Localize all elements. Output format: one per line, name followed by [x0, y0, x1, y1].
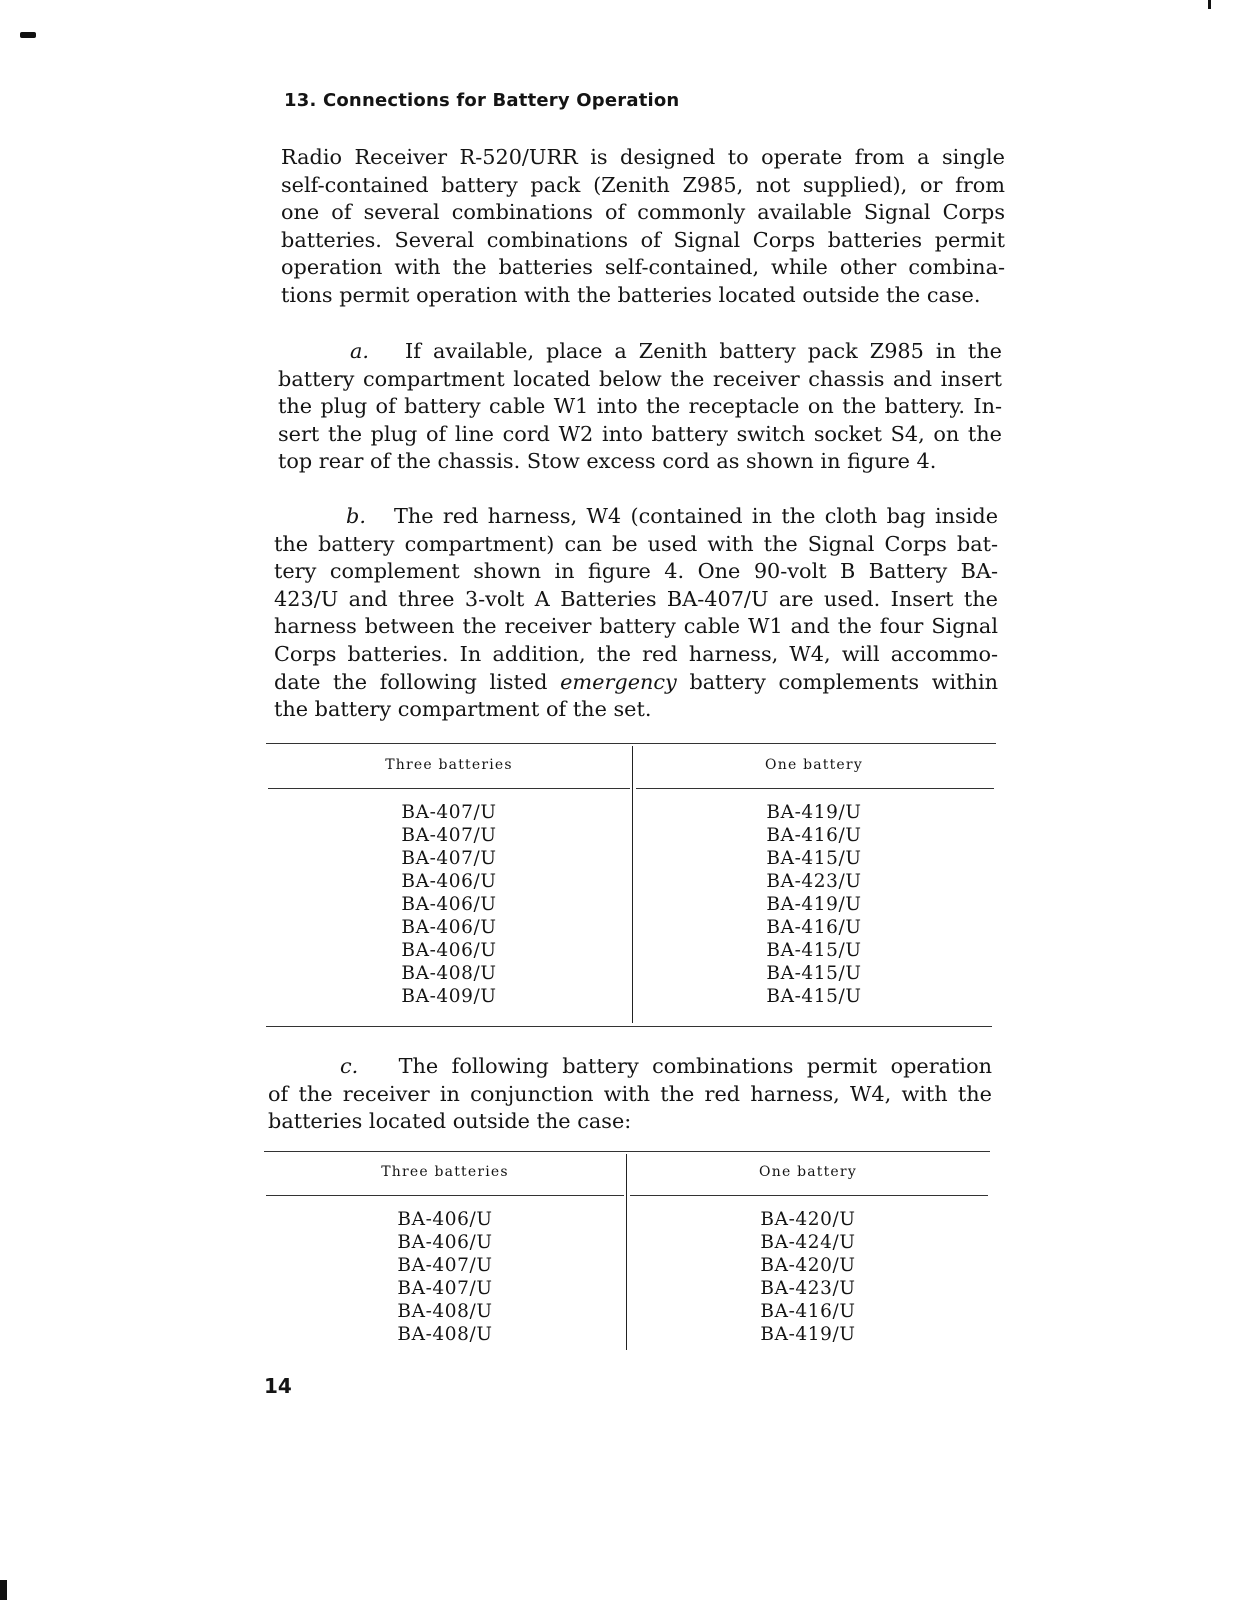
battery-cell: BA-415/U [766, 963, 862, 984]
paragraph-c-line: The following battery combinations permit operation [398, 1054, 992, 1078]
battery-cell: BA-415/U [766, 940, 862, 961]
paragraph-b-line: Corps batteries. In addition, the red harness, W4, will accommo- [274, 641, 998, 666]
paragraph-a-label: a. [350, 339, 370, 363]
paragraph-b-line: harness between the receiver battery cable W1 and the four Signal [274, 614, 998, 639]
intro-line: operation with the batteries self-contained, while other combina- [281, 255, 1005, 280]
intro-line: batteries. Several combinations of Signal Corps batteries permit [281, 227, 1005, 252]
table-header-rule [630, 1195, 988, 1196]
battery-cell: BA-406/U [397, 1209, 493, 1230]
battery-cell: BA-419/U [760, 1324, 856, 1345]
paragraph-c-line: of the receiver in conjunction with the red harness, W4, with the [268, 1081, 992, 1106]
scan-mark-bottom-left [0, 1580, 7, 1600]
battery-cell: BA-416/U [760, 1301, 856, 1322]
emphasis-emergency: emergency [560, 669, 677, 694]
battery-cell: BA-408/U [397, 1324, 493, 1345]
battery-cell: BA-407/U [401, 802, 497, 823]
table-header-rule [268, 788, 630, 789]
paragraph-a [278, 338, 1002, 476]
paragraph-b-line7-end: battery complements within [676, 669, 998, 694]
paragraph-a-line: sert the plug of line cord W2 into battery switch socket S4, on the [278, 421, 1002, 446]
paragraph-c [268, 1053, 992, 1136]
battery-cell: BA-408/U [401, 963, 497, 984]
paragraph-b-line: tery complement shown in figure 4. One 90-volt B Battery BA- [274, 559, 998, 584]
battery-cell: BA-424/U [760, 1232, 856, 1253]
paragraph-b-line: 423/U and three 3-volt A Batteries BA-407/U are used. Insert the [274, 586, 998, 611]
battery-cell: BA-406/U [401, 871, 497, 892]
table-header-one-battery: One battery [765, 757, 863, 773]
battery-cell: BA-416/U [766, 825, 862, 846]
paragraph-a-line: top rear of the chassis. Stow excess cord as shown in figure 4. [278, 449, 937, 474]
table-header-rule [636, 788, 994, 789]
table-header-three-batteries: Three batteries [381, 1164, 509, 1180]
one-battery-column [632, 801, 996, 1008]
battery-cell: BA-407/U [397, 1278, 493, 1299]
battery-cell: BA-406/U [397, 1232, 493, 1253]
paragraph-b-line7-start: date the following listed [274, 669, 561, 694]
battery-cell: BA-420/U [760, 1209, 856, 1230]
battery-cell: BA-420/U [760, 1255, 856, 1276]
table-top-rule [264, 1151, 990, 1152]
battery-cell: BA-415/U [766, 848, 862, 869]
table-top-rule [266, 743, 996, 744]
page-number: 14 [264, 1374, 292, 1398]
table-bottom-rule [266, 1026, 992, 1027]
battery-cell: BA-407/U [401, 848, 497, 869]
section-heading: 13. Connections for Battery Operation [284, 90, 680, 111]
three-batteries-column [264, 1208, 626, 1346]
scan-mark-top-left [20, 32, 36, 38]
intro-paragraph [281, 144, 1005, 310]
paragraph-b-line: the battery compartment of the set. [274, 697, 652, 722]
table-header-rule [266, 1195, 624, 1196]
one-battery-column [626, 1208, 990, 1346]
table-header-three-batteries: Three batteries [385, 757, 513, 773]
battery-cell: BA-419/U [766, 894, 862, 915]
battery-cell: BA-409/U [401, 986, 497, 1007]
battery-cell: BA-407/U [401, 825, 497, 846]
paragraph-a-line: battery compartment located below the receiver chassis and insert [278, 366, 1002, 391]
table-header-one-battery: One battery [759, 1164, 857, 1180]
battery-cell: BA-406/U [401, 940, 497, 961]
battery-cell: BA-408/U [397, 1301, 493, 1322]
paragraph-b-line: the battery compartment) can be used with the Signal Corps bat- [274, 531, 998, 556]
battery-cell: BA-406/U [401, 894, 497, 915]
paragraph-b-line7 [274, 670, 998, 694]
intro-line: one of several combinations of commonly available Signal Corps [281, 200, 1005, 225]
battery-cell: BA-423/U [766, 871, 862, 892]
battery-cell: BA-415/U [766, 986, 862, 1007]
paragraph-b-label: b. [346, 504, 366, 528]
paragraph-a-line: If available, place a Zenith battery pack Z985 in the [405, 339, 1002, 363]
paragraph-c-line: batteries located outside the case: [268, 1109, 632, 1134]
paragraph-b-line: The red harness, W4 (contained in the cloth bag inside [393, 504, 999, 528]
battery-table-external [264, 1148, 990, 1352]
paragraph-a-line: the plug of battery cable W1 into the receptacle on the battery. In- [278, 394, 1002, 419]
battery-cell: BA-416/U [766, 917, 862, 938]
paragraph-b [274, 503, 998, 724]
battery-cell: BA-406/U [401, 917, 497, 938]
battery-cell: BA-419/U [766, 802, 862, 823]
battery-cell: BA-407/U [397, 1255, 493, 1276]
three-batteries-column [266, 801, 632, 1008]
intro-line: self-contained battery pack (Zenith Z985, not supplied), or from [281, 172, 1005, 197]
intro-line: tions permit operation with the batteries located outside the case. [281, 282, 981, 307]
intro-line: Radio Receiver R-520/URR is designed to operate from a single [281, 145, 1005, 169]
battery-cell: BA-423/U [760, 1278, 856, 1299]
battery-table-self-contained [266, 740, 996, 1030]
paragraph-c-label: c. [340, 1054, 359, 1078]
scan-mark-top-right [1208, 0, 1211, 9]
